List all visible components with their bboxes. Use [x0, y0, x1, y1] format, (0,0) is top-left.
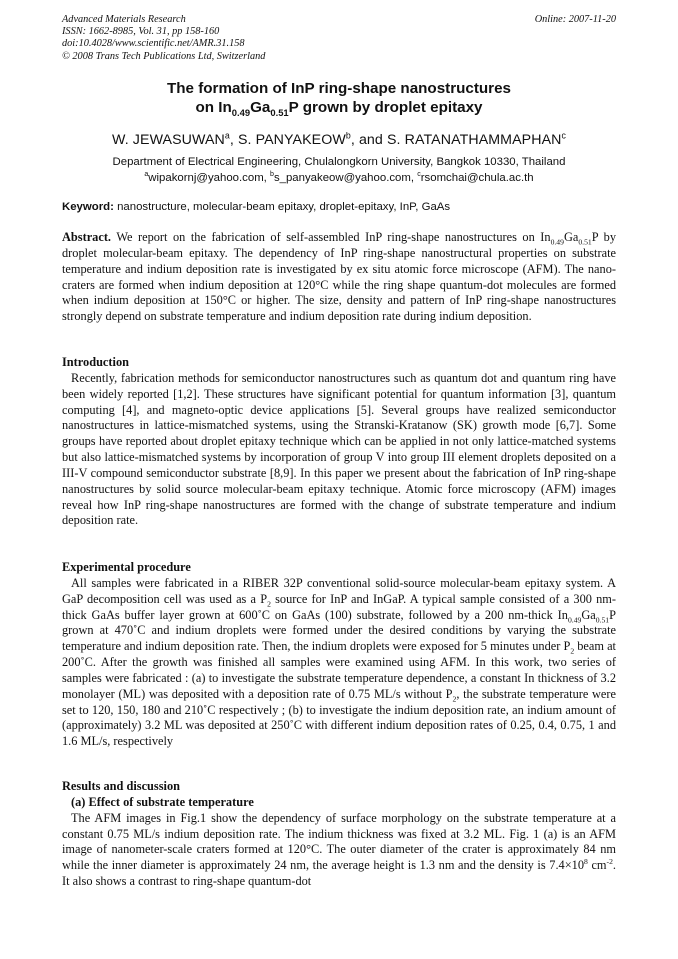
doi-line: doi:10.4028/www.scientific.net/AMR.31.158 [62, 38, 245, 50]
experimental-section [62, 560, 616, 750]
results-heading: Results and discussion [62, 779, 180, 793]
abstract-section: Abstract. We report on the fabrication of self-assembled InP ring-shape nanostructures on $In_{0.49}Ga_{0.51}P$ by droplet molecular-beam epitaxy. The dependency of InP ring-shape nanostructural properties on substrate temperature and indium deposition rate is investigated by ex situ atomic force microscope (AFM). The nano-craters are formed when indium deposition at 120°C while the ring shape quantum-dot molecules are formed when indium deposition at 150°C or higher. The size, density and pattern of InP ring-shape nanostructures strongly depend on substrate temperature and indium deposition rate during indium deposition. [62, 230, 616, 324]
emails: $^a$wipakornj@yahoo.com, $^b$s_panyakeow@yahoo.com, $^c$rsomchai@chula.ac.th [144, 170, 534, 184]
affiliation [62, 155, 616, 186]
keywords [62, 200, 616, 215]
experimental-heading: Experimental procedure [62, 560, 191, 574]
results-subheading: (a) Effect of substrate temperature [71, 794, 254, 809]
online-date: Online: 2007-11-20 [534, 14, 616, 25]
copyright-line: © 2008 Trans Tech Publications Ltd, Switzerland [62, 50, 266, 62]
journal-header [62, 14, 616, 63]
journal-name: Advanced Materials Research [62, 14, 186, 25]
author-list: W. JEWASUWAN$^a$, S. PANYAKEOW$^b$, and S. RATANATHAMMAPHAN$^c$ [112, 130, 566, 148]
paper-title [62, 80, 616, 117]
keyword-label: Keyword: [62, 201, 114, 213]
introduction-heading: Introduction [62, 355, 129, 369]
results-section [62, 779, 616, 890]
department: Department of Electrical Engineering, Chulalongkorn University, Bangkok 10330, Thailand [112, 156, 566, 168]
experimental-text: All samples were fabricated in a RIBER 32P conventional solid-source molecular-beam epitaxy system. A GaP decomposition cell was used as a $P_2$ source for InP and InGaP. A typical sample consisted of a 300 nm-thick GaAs buffer layer grown at 600˚C on GaAs (100) substrate, followed by a 200 nm-thick $In_{0.49}Ga_{0.51}P$ grown at 470˚C and indium droplets were formed under the desired conditions by varying the substrate temperature and indium deposition rate. Then, the indium droplets were exposed for 5 minutes under $P_2$ beam at 200˚C. After the growth was finished all samples were examined using AFM. In this work, two series of samples were fabricated : (a) to investigate the substrate temperature dependence, a constant In thickness of 3.2 monolayer (ML) was deposited with a deposition rate of 0.75 ML/s without $P_2$, the substrate temperature were set to 120, 150, 180 and 210˚C respectively ; (b) to investigate the indium deposition rate, an indium amount of (approximately) 3.2 ML was deposited at 250˚C with different indium deposition rates of 0.25, 0.4, 0.75, 1 and 1.6 ML/s, respectively [62, 575, 616, 749]
abstract-label: Abstract. [62, 230, 112, 244]
introduction-text: Recently, fabrication methods for semiconductor nanostructures such as quantum dot and quantum ring have been widely reported [1,2]. These structures have significant potential for quantum information [3], quantum computing [4], and magneto-optic device applications [5]. Several groups have realized semiconductor nanostructures in lattice-mismatched systems, using the Stranski-Kratanow (SK) growth mode [6,7]. Some groups have reported about droplet epitaxy technique which can be applied in not only lattice-matched systems but also lattice-mismatched systems by incorporation of group V into group III element droplets deposited on a III-V compound semiconductor substrate [8,9]. In this paper we present about the fabrication of InP ring-shape nanostructures by solid source molecular-beam epitaxy technique. Atomic force microscopy (AFM) images reveal how InP ring-shape nanostructures are formed with the change of substrate temperature and indium deposition rate. [62, 370, 616, 528]
introduction-section [62, 355, 616, 529]
results-text: The AFM images in Fig.1 show the dependency of surface morphology on the substrate temperature at a constant 0.75 ML/s indium deposition rate. The indium thickness was fixed at 3.2 ML. Fig. 1 (a) is an AFM image of nanometer-scale craters formed at 120°C. The outer diameter of the crater is approximately 84 nm while the inner diameter is approximately 24 nm, the average height is 1.3 nm and the density is $7.4\times 10^8$ $cm^{-2}$. It also shows a contrast to ring-shape quantum-dot [62, 810, 617, 889]
keyword-text: nanostructure, molecular-beam epitaxy, droplet-epitaxy, InP, GaAs [113, 201, 451, 213]
title-line-1: The formation of InP ring-shape nanostructures [166, 80, 511, 97]
title-line-2: on $In_{0.49}Ga_{0.51}P$ grown by droplet epitaxy [195, 98, 483, 118]
issn-line: ISSN: 1662-8985, Vol. 31, pp 158-160 [62, 26, 220, 38]
